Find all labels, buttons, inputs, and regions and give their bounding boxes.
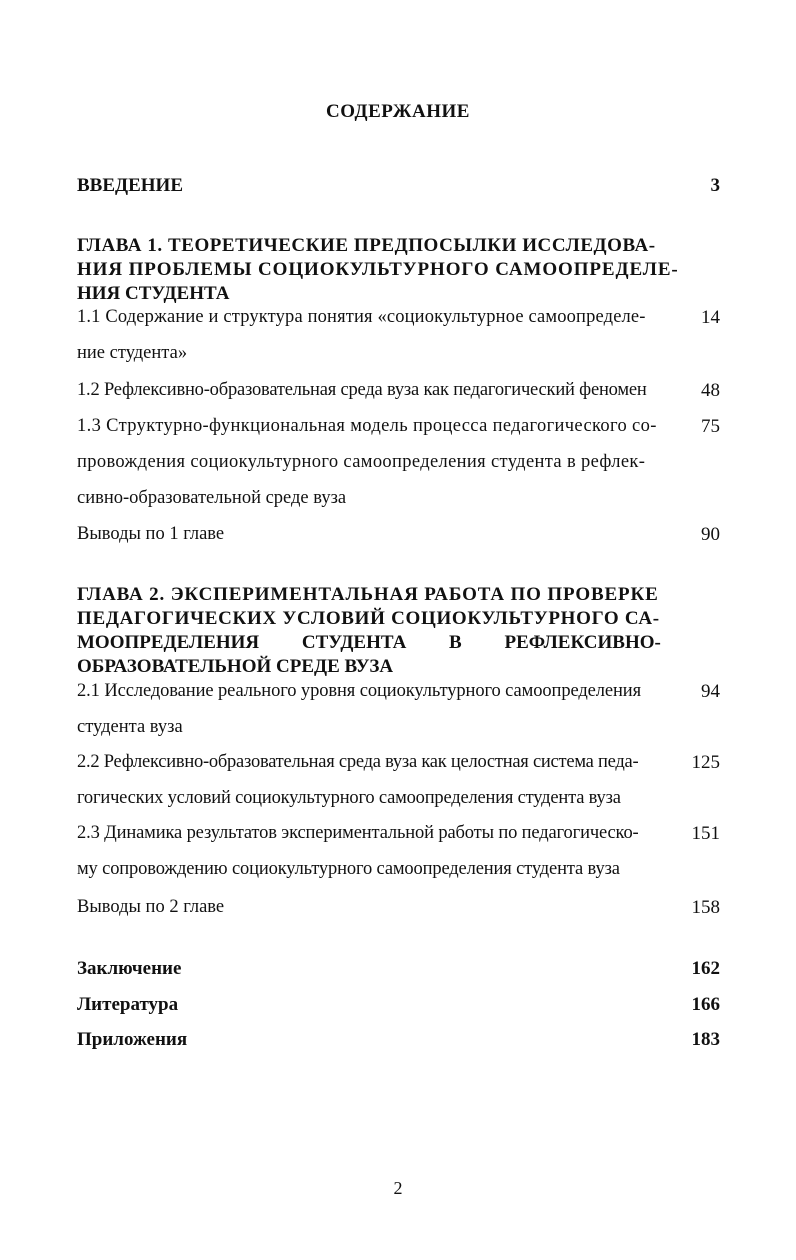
toc-section-line: сивно-образовательной среде вуза — [77, 488, 347, 508]
toc-section-line: гогических условий социокультурного самоопределения студента вуза — [77, 788, 621, 808]
toc-section-2-3 — [77, 815, 689, 887]
toc-section-line: 1.3 Структурно-функциональная модель процесса педагогического со- — [77, 416, 657, 436]
toc-section-line: студента вуза — [77, 717, 183, 737]
toc-section-1-2 — [77, 372, 689, 408]
toc-appendices-label: Приложения — [77, 1029, 188, 1050]
toc-section-2-1 — [77, 673, 689, 745]
chapter-2-heading-line: ГЛАВА 2. ЭКСПЕРИМЕНТАЛЬНАЯ РАБОТА ПО ПРОВЕРКЕ — [77, 584, 659, 605]
toc-section-line: му сопровождению социокультурного самоопределения студента вуза — [77, 859, 620, 879]
toc-section-line: 1.2 Рефлексивно-образовательная среда вуза как педагогический феномен — [77, 380, 647, 400]
toc-section-line: 2.1 Исследование реального уровня социокультурного самоопределения — [77, 681, 642, 701]
toc-section-1-1-page: 14 — [701, 307, 720, 328]
toc-section-2-1-page: 94 — [701, 681, 720, 702]
page-number: 2 — [393, 1178, 403, 1198]
chapter-2-heading-line: ОБРАЗОВАТЕЛЬНОЙ СРЕДЕ ВУЗА — [77, 656, 394, 677]
toc-intro-label: ВВЕДЕНИЕ — [77, 175, 183, 196]
toc-conclusions-1 — [77, 516, 689, 552]
toc-literature-label: Литература — [77, 994, 179, 1015]
toc-section-line: 2.3 Динамика результатов экспериментальной работы по педагогическо- — [77, 823, 639, 843]
toc-section-1-1 — [77, 299, 689, 371]
toc-conclusion-page: 162 — [691, 958, 720, 979]
toc-section-2-3-page: 151 — [691, 823, 720, 844]
toc-appendices-page: 183 — [691, 1029, 720, 1050]
chapter-1-heading-line: НИЯ СТУДЕНТА — [77, 283, 230, 304]
chapter-1-heading-line: ГЛАВА 1. ТЕОРЕТИЧЕСКИЕ ПРЕДПОСЫЛКИ ИССЛЕДОВА- — [77, 235, 656, 256]
toc-conclusion-label: Заключение — [77, 958, 182, 979]
toc-conclusions-2-page: 158 — [691, 897, 720, 918]
toc-section-line: Выводы по 1 главе — [77, 524, 225, 544]
toc-section-line: Выводы по 2 главе — [77, 897, 225, 917]
toc-section-1-3-page: 75 — [701, 416, 720, 437]
toc-section-line: провождения социокультурного самоопределения студента в рефлек- — [77, 452, 646, 472]
toc-literature-page: 166 — [691, 994, 720, 1015]
toc-conclusions-2 — [77, 889, 689, 925]
toc-section-2-2-page: 125 — [691, 752, 720, 773]
page-title: СОДЕРЖАНИЕ — [326, 101, 470, 122]
chapter-2-heading-line: ПЕДАГОГИЧЕСКИХ УСЛОВИЙ СОЦИОКУЛЬТУРНОГО СА- — [77, 608, 660, 629]
chapter-2-heading — [77, 583, 689, 679]
toc-section-2-2 — [77, 744, 689, 816]
chapter-2-heading-line: МООПРЕДЕЛЕНИЯ СТУДЕНТА В РЕФЛЕКСИВНО- — [77, 632, 661, 653]
toc-section-line: ние студента» — [77, 343, 188, 363]
toc-section-1-3 — [77, 408, 689, 516]
toc-section-1-2-page: 48 — [701, 380, 720, 401]
toc-conclusions-1-page: 90 — [701, 524, 720, 545]
toc-section-line: 2.2 Рефлексивно-образовательная среда вуза как целостная система педа- — [77, 752, 639, 772]
chapter-1-heading — [77, 234, 689, 306]
chapter-1-heading-line: НИЯ ПРОБЛЕМЫ СОЦИОКУЛЬТУРНОГО САМООПРЕДЕЛЕ- — [77, 259, 679, 280]
toc-intro-page: 3 — [710, 175, 720, 196]
toc-section-line: 1.1 Содержание и структура понятия «социокультурное самоопределе- — [77, 307, 646, 327]
